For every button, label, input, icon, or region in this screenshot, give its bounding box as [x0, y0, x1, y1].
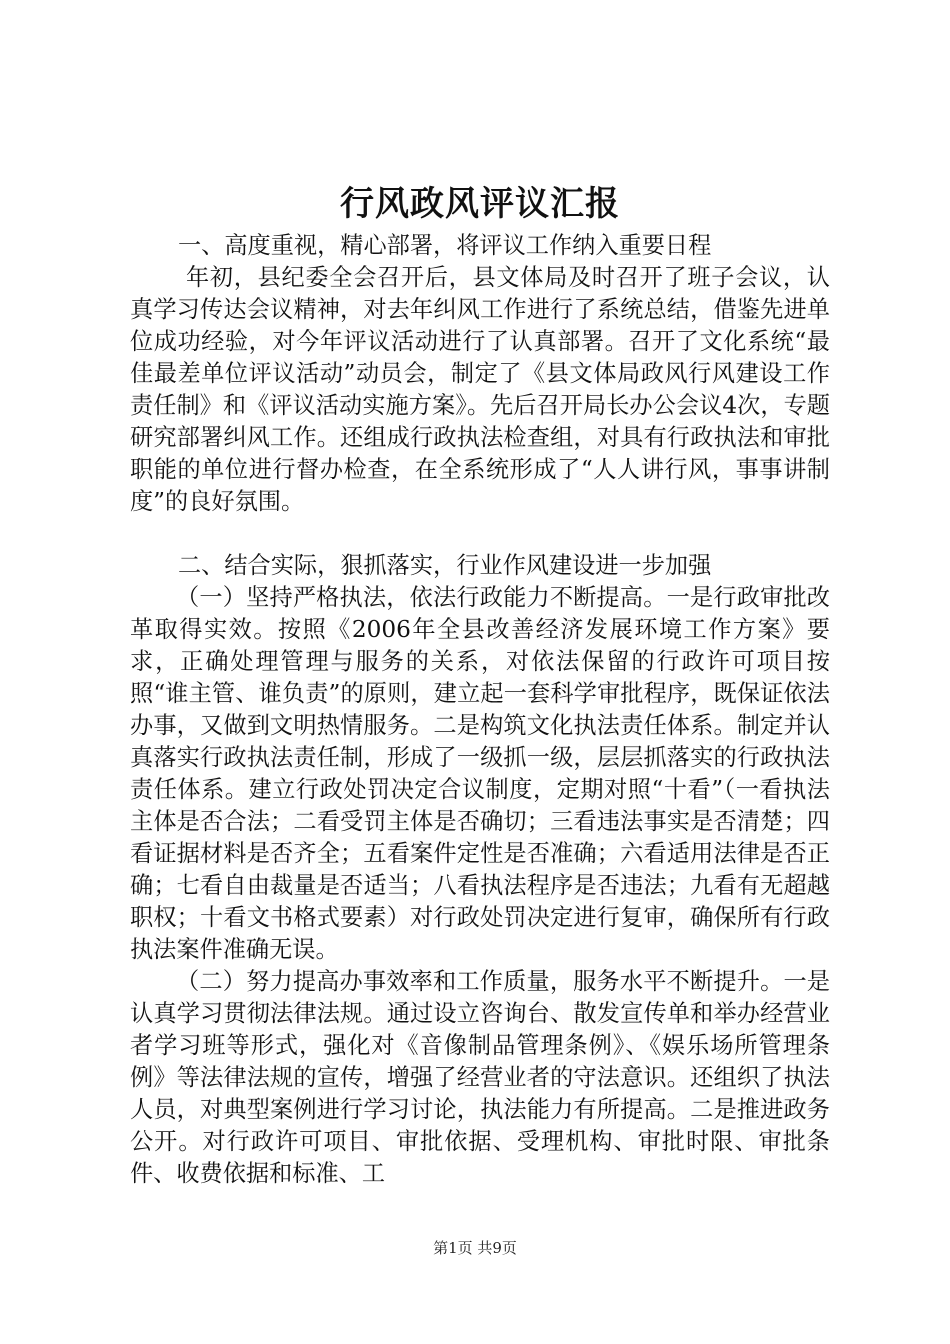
document-body	[130, 230, 830, 1190]
body-paragraph: （二）努力提高办事效率和工作质量，服务水平不断提升。一是认真学习贯彻法律法规。通过设立咨询台、散发宣传单和举办经营业者学习班等形式，强化对《音像制品管理条例》、《娱乐场所管理条例》等法律法规的宣传，增强了经营业者的守法意识。还组织了执法人员，对典型案例进行学习讨论，执法能力有所提高。二是推进政务公开。对行政许可项目、审批依据、受理机构、审批时限、审批条件、收费依据和标准、工	[130, 968, 830, 1187]
body-paragraph: （一）坚持严格执法，依法行政能力不断提高。一是行政审批改革取得实效。按照《2006年全县改善经济发展环境工作方案》要求，正确处理管理与服务的关系，对依法保留的行政许可项目按照“谁主管、谁负责”的原则，建立起一套科学审批程序，既保证依法办事，又做到文明热情服务。二是构筑文化执法责任体系。制定并认真落实行政执法责任制，形成了一级抓一级，层层抓落实的行政执法责任体系。建立行政处罚决定合议制度，定期对照“十看”（一看执法主体是否合法；二看受罚主体是否确切；三看违法事实是否清楚；四看证据材料是否齐全；五看案件定性是否准确；六看适用法律是否正确；七看自由裁量是否适当；八看执法程序是否违法；九看有无超越职权；十看文书格式要素）对行政处罚决定进行复审，确保所有行政执法案件准确无误。	[130, 584, 830, 963]
document-title: 行风政风评议汇报	[340, 184, 620, 224]
body-paragraph: 年初，县纪委全会召开后，县文体局及时召开了班子会议，认真学习传达会议精神，对去年纠风工作进行了系统总结，借鉴先进单位成功经验，对今年评议活动进行了认真部署。召开了文化系统“最佳最差单位评议活动”动员会，制定了《县文体局政风行风建设工作责任制》和《评议活动实施方案》。先后召开局长办公会议4次，专题研究部署纠风工作。还组成行政执法检查组，对具有行政执法和审批职能的单位进行督办检查，在全系统形成了“人人讲行风，事事讲制度”的良好氛围。	[130, 264, 830, 515]
document-page	[130, 180, 830, 1190]
section-heading: 一、高度重视，精心部署，将评议工作纳入重要日程	[178, 232, 712, 259]
page-number-footer: 第1页 共9页	[433, 1239, 517, 1257]
paragraph-spacer	[130, 518, 830, 550]
section-heading: 二、结合实际，狠抓落实，行业作风建设进一步加强	[178, 552, 712, 579]
